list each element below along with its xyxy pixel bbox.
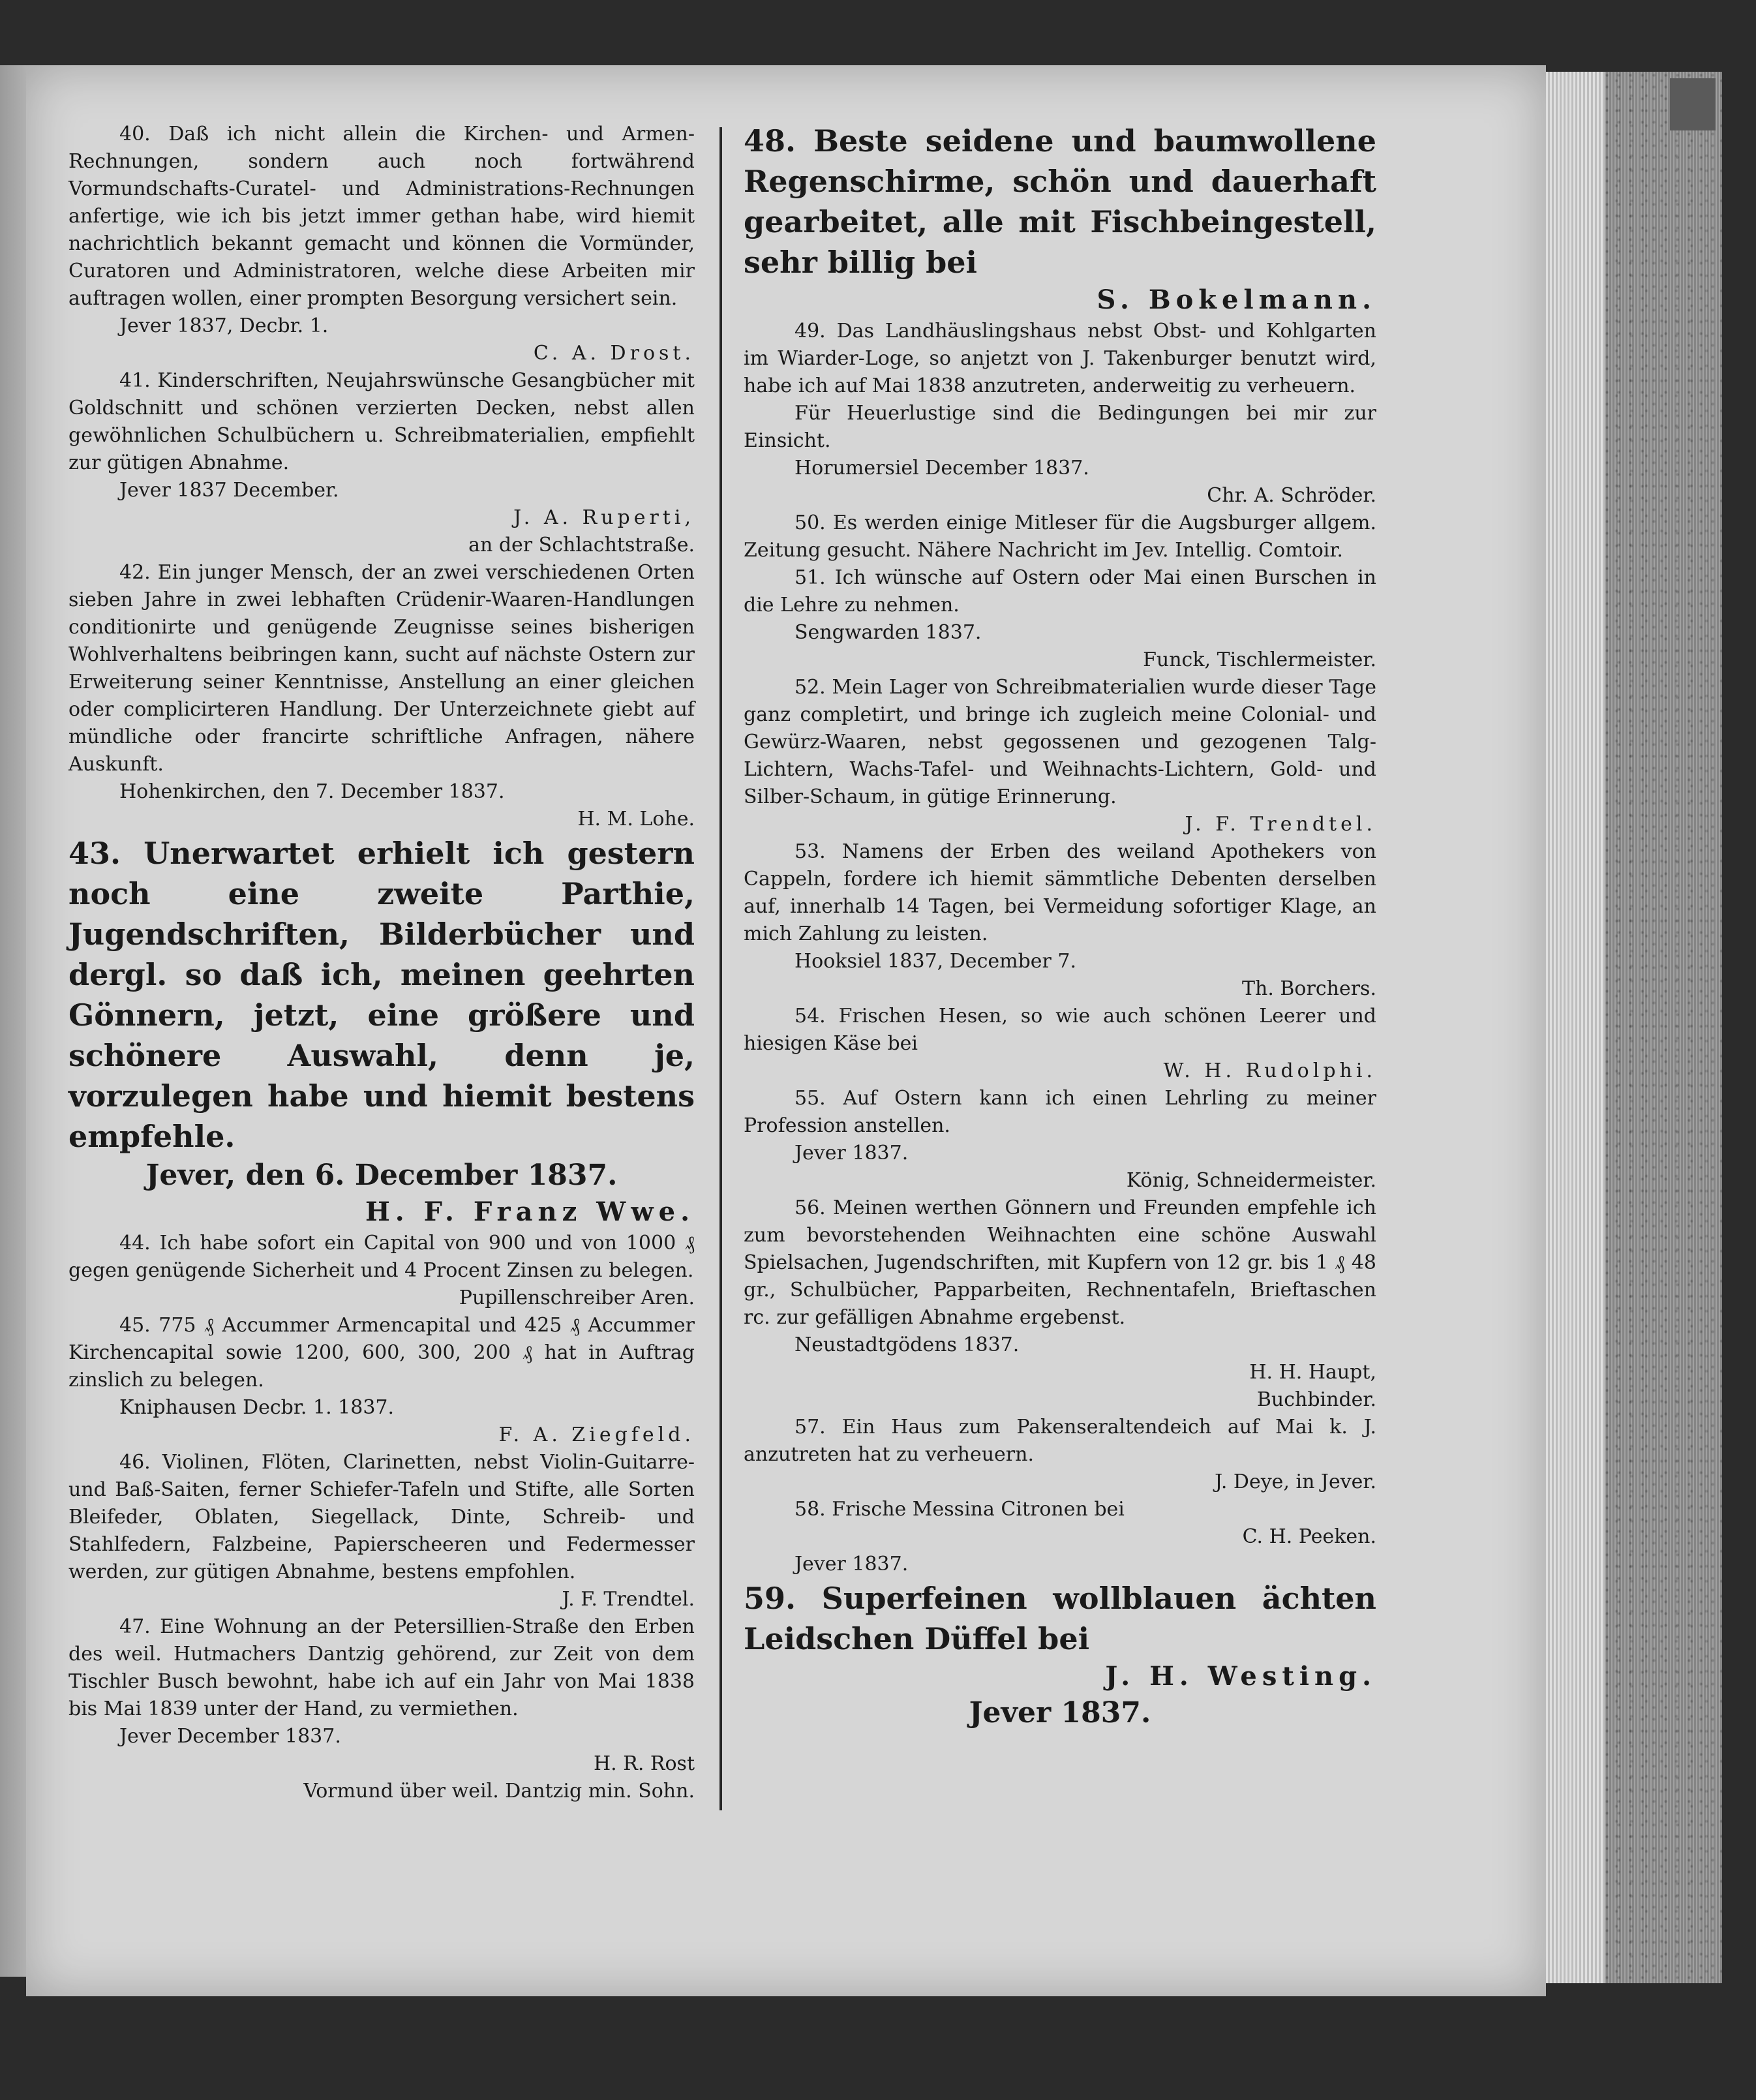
ad-55-signature: König, Schneidermeister. [1126, 1169, 1376, 1192]
ad-45-text: 45. 775 ₰ Accummer Armencapital und 425 ₰ Accummer Kirchencapital sowie 1200, 600, 300, 200 ₰ hat in Auftrag zinslich zu belegen. [68, 1314, 695, 1392]
ad-52 [744, 674, 1376, 838]
ad-59 [744, 1578, 1376, 1732]
ad-54-text: 54. Frischen Hesen, so wie auch schönen Leerer und hiesigen Käse bei [744, 1005, 1376, 1055]
ad-51-signature: Funck, Tischlermeister. [1143, 648, 1376, 671]
ad-45 [68, 1312, 695, 1449]
ad-56-date: Neustadtgödens 1837. [795, 1333, 1020, 1356]
ad-46-signature: J. F. Trendtel. [562, 1588, 695, 1611]
ad-41-date: Jever 1837 December. [119, 479, 339, 502]
ad-48 [744, 121, 1376, 318]
ad-50-text: 50. Es werden einige Mitleser für die Augsburger allgem. Zeitung gesucht. Nähere Nachricht im Jev. Intellig. Comtoir. [744, 511, 1376, 562]
ad-59-date: Jever 1837. [969, 1696, 1151, 1729]
ad-47-date: Jever December 1837. [119, 1725, 341, 1748]
ad-40-date: Jever 1837, Decbr. 1. [119, 314, 329, 337]
ad-56-signature: H. H. Haupt, [1249, 1361, 1376, 1384]
ad-57 [744, 1414, 1376, 1496]
column-divider [719, 127, 722, 1810]
ad-59-signature: J. H. Westing. [1105, 1661, 1376, 1692]
ad-47-signature: H. R. Rost [594, 1752, 695, 1775]
ad-41-address: an der Schlachtstraße. [468, 534, 695, 556]
ad-40-signature: C. A. Drost. [533, 342, 695, 365]
ad-50 [744, 510, 1376, 564]
binding-corner [1670, 78, 1716, 130]
ad-52-signature: J. F. Trendtel. [1185, 813, 1376, 836]
ad-49-text: 49. Das Landhäuslingshaus nebst Obst- und Kohlgarten im Wiarder-Loge, so anjetzt von J. Takenburger benutzt wird, habe ich auf Mai 1838 anzutreten, anderweitig zu verheuern. [744, 320, 1376, 397]
ad-47 [68, 1613, 695, 1805]
ad-41 [68, 367, 695, 559]
left-column [68, 121, 695, 1805]
ad-46-text: 46. Violinen, Flöten, Clarinetten, nebst Violin-Guitarre- und Baß-Saiten, ferner Schiefer-Tafeln und Stifte, alle Sorten Bleifeder, Oblaten, Siegellack, Dinte, Schreib- und Stahlfedern, Falzbeine, Papierscheeren und Federmesser werden, zur gütigen Abnahme, bestens empfohlen. [68, 1451, 695, 1583]
ad-52-text: 52. Mein Lager von Schreibmaterialien wurde dieser Tage ganz completirt, und bringe ich zugleich meine Colonial- und Gewürz-Waaren, nebst gegossenen und gezogenen Talg-Lichtern, Wachs-Tafel- und Weihnachts-Lichtern, Gold- und Silber-Schaum, in gütige Erinnerung. [744, 676, 1376, 808]
ad-42-text: 42. Ein junger Mensch, der an zwei verschiedenen Orten sieben Jahre in zwei lebhaften Crüdenir-Waaren-Handlungen conditionirte und genügende Zeugnisse seines bisherigen Wohlverhaltens beibringen kann, sucht auf nächste Ostern zur Erweiterung seiner Kenntnisse, Anstellung an einer gleichen oder complicirteren Handlung. Der Unterzeichnete giebt auf mündliche oder francirte schriftliche Anfragen, nähere Auskunft. [68, 561, 695, 776]
ad-45-date: Kniphausen Decbr. 1. 1837. [119, 1396, 395, 1419]
ad-57-signature: J. Deye, in Jever. [1215, 1470, 1376, 1493]
ad-48-text: 48. Beste seidene und baumwollene Regenschirme, schön und dauerhaft gearbeitet, alle mit Fischbeingestell, sehr billig bei [744, 123, 1376, 280]
right-column [744, 121, 1376, 1732]
ad-58-text: 58. Frische Messina Citronen bei [795, 1498, 1125, 1521]
ad-44-text: 44. Ich habe sofort ein Capital von 900 und von 1000 ₰ gegen genügende Sicherheit und 4 Procent Zinsen zu belegen. [68, 1232, 695, 1282]
ad-53-signature: Th. Borchers. [1241, 977, 1376, 1000]
ad-56 [744, 1195, 1376, 1414]
ad-58 [744, 1496, 1376, 1578]
ad-44-signature: Pupillenschreiber Aren. [459, 1286, 695, 1309]
ad-56-text: 56. Meinen werthen Gönnern und Freunden empfehle ich zum bevorstehenden Weihnachten eine schöne Auswahl Spielsachen, Jugendschriften, mit Kupfern von 12 gr. bis 1 ₰ 48 gr., Schulbücher, Papparbeiten, Rechnentafeln, Brieftaschen rc. zur gefälligen Abnahme ergebenst. [744, 1196, 1376, 1329]
ad-43-text: 43. Unerwartet erhielt ich gestern noch eine zweite Parthie, Jugendschriften, Bilderbücher und dergl. so daß ich, meinen geehrten Gönnern, jetzt, eine größere und schönere Auswahl, denn je, vorzulegen habe und hiemit bestens empfehle. [68, 836, 695, 1154]
ad-42-date: Hohenkirchen, den 7. December 1837. [119, 780, 505, 803]
ad-51-date: Sengwarden 1837. [795, 621, 982, 644]
ad-59-text: 59. Superfeinen wollblauen ächten Leidschen Düffel bei [744, 1581, 1376, 1656]
ad-49-signature: Chr. A. Schröder. [1207, 484, 1376, 507]
ad-54 [744, 1003, 1376, 1085]
ad-58-signature: C. H. Peeken. [1242, 1525, 1376, 1548]
ad-45-signature: F. A. Ziegfeld. [498, 1423, 695, 1446]
ad-42 [68, 559, 695, 833]
ad-46 [68, 1449, 695, 1613]
ad-40 [68, 121, 695, 367]
ad-43 [68, 833, 695, 1230]
ad-53 [744, 838, 1376, 1003]
ad-43-date: Jever, den 6. December 1837. [145, 1159, 618, 1192]
ad-47-role: Vormund über weil. Dantzig min. Sohn. [303, 1780, 695, 1803]
ad-53-text: 53. Namens der Erben des weiland Apothekers von Cappeln, fordere ich hiemit sämmtliche Debenten derselben auf, innerhalb 14 Tagen, bei Vermeidung sofortiger Klage, an mich Zahlung zu leisten. [744, 840, 1376, 945]
ad-44 [68, 1230, 695, 1312]
ad-58-date: Jever 1837. [795, 1553, 909, 1575]
ad-40-text: 40. Daß ich nicht allein die Kirchen- und Armen-Rechnungen, sondern auch noch fortwährend Vormundschafts-Curatel- und Administrations-Rechnungen anfertige, wie ich bis jetzt immer gethan habe, wird hiemit nachrichtlich bekannt gemacht und können die Vormünder, Curatoren und Administratoren, welche diese Arbeiten mir auftragen wollen, einer prompten Besorgung versichert sein. [68, 123, 695, 310]
ad-54-signature: W. H. Rudolphi. [1163, 1059, 1376, 1082]
ad-41-text: 41. Kinderschriften, Neujahrswünsche Gesangbücher mit Goldschnitt und schönen verzierten Decken, nebst allen gewöhnlichen Schulbüchern u. Schreibmaterialien, empfiehlt zur gütigen Abnahme. [68, 369, 695, 474]
ad-49-date: Horumersiel December 1837. [795, 457, 1089, 479]
ad-53-date: Hooksiel 1837, December 7. [795, 950, 1077, 973]
ad-41-signature: J. A. Ruperti, [513, 506, 695, 529]
ad-43-signature: H. F. Franz Wwe. [365, 1196, 695, 1227]
ad-57-text: 57. Ein Haus zum Pakenseraltendeich auf Mai k. J. anzutreten hat zu verheuern. [744, 1416, 1376, 1466]
ad-55-date: Jever 1837. [795, 1142, 909, 1164]
ad-51-text: 51. Ich wünsche auf Ostern oder Mai einen Burschen in die Lehre zu nehmen. [744, 566, 1376, 616]
ad-56-role: Buchbinder. [1256, 1388, 1376, 1411]
ad-49-text2: Für Heuerlustige sind die Bedingungen bei mir zur Einsicht. [744, 402, 1376, 452]
ad-48-signature: S. Bokelmann. [1097, 284, 1376, 315]
ad-51 [744, 564, 1376, 674]
ad-55-text: 55. Auf Ostern kann ich einen Lehrling zu meiner Profession anstellen. [744, 1087, 1376, 1137]
ad-49 [744, 318, 1376, 510]
ad-55 [744, 1085, 1376, 1195]
ad-47-text: 47. Eine Wohnung an der Petersillien-Straße den Erben des weil. Hutmachers Dantzig gehörend, zur Zeit von dem Tischler Busch bewohnt, habe ich auf ein Jahr von Mai 1838 bis Mai 1839 unter der Hand, zu vermiethen. [68, 1615, 695, 1720]
ad-42-signature: H. M. Lohe. [577, 808, 695, 830]
book-page-edge-strip [1546, 72, 1605, 1983]
